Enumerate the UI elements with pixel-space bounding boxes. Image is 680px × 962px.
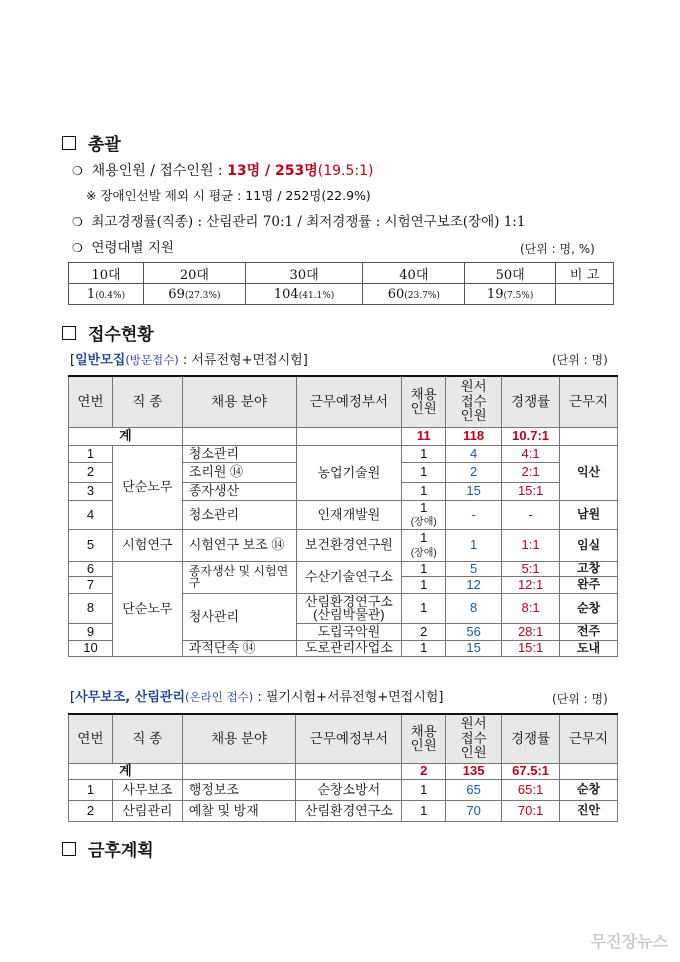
table-cell: 시험연구	[112, 529, 182, 561]
table-cell: 4	[69, 500, 113, 529]
table-cell: 5	[446, 561, 502, 576]
table-cell: 28:1	[502, 623, 560, 640]
section-reception-heading: 접수현황	[62, 320, 154, 345]
table-cell: 1	[402, 593, 446, 623]
table-cell: 2	[69, 800, 113, 821]
table-cell: 과적단속 ⑭	[182, 640, 296, 656]
table-cell: 3	[69, 482, 113, 500]
table-cell: 남원	[560, 500, 618, 529]
table-cell: 8	[446, 593, 502, 623]
table-cell: 보건환경연구원	[296, 529, 402, 561]
table-cell: 1 (장애)	[402, 500, 446, 529]
table-cell: 2	[69, 462, 113, 482]
table-row	[69, 529, 618, 561]
table-cell: 1	[402, 462, 446, 482]
table-cell: 12:1	[502, 576, 560, 593]
table-cell: 1:1	[502, 529, 560, 561]
age-table	[68, 262, 614, 305]
age-header-cell: 비 고	[556, 263, 614, 284]
table-cell: 계	[69, 427, 183, 445]
table-cell: 1	[402, 445, 446, 462]
table-cell: 행정보조	[182, 779, 296, 800]
watermark: 무진장뉴스	[590, 932, 668, 951]
table-cell: 진안	[560, 800, 618, 821]
table-cell: 15:1	[502, 482, 560, 500]
table-cell: 2	[402, 763, 446, 779]
col-hire: 채용인원	[402, 376, 446, 427]
table-cell: 1	[402, 482, 446, 500]
table-cell: 12	[446, 576, 502, 593]
table-cell: 135	[446, 763, 502, 779]
table-cell: 1	[402, 800, 446, 821]
table-cell: 시험연구 보조 ⑭	[182, 529, 296, 561]
table-cell: -	[446, 500, 502, 529]
age-value-cell: 60(23.7%)	[363, 284, 465, 305]
table-cell: 65:1	[502, 779, 560, 800]
checkbox-icon	[62, 136, 76, 150]
table-cell: 10.7:1	[502, 427, 560, 445]
table-cell: 농업기술원	[296, 445, 402, 500]
table-cell: 단순노무	[112, 445, 182, 529]
table-cell: 1 (장애)	[402, 529, 446, 561]
table-cell: 도로관리사업소	[296, 640, 402, 656]
table-cell: 65	[446, 779, 502, 800]
table-cell: 1	[69, 779, 113, 800]
col-job: 직 종	[112, 376, 182, 427]
table-cell: 11	[402, 427, 446, 445]
general-recruit-title: [일반모집(방문접수) : 서류전형+면접시험]	[70, 353, 308, 368]
table-cell	[560, 763, 618, 779]
checkbox-icon	[62, 842, 76, 856]
table-row	[69, 800, 618, 821]
table-cell: 15	[446, 482, 502, 500]
total-row	[69, 763, 618, 779]
col-apply: 원서접수인원	[446, 376, 502, 427]
col-no: 연번	[69, 376, 113, 427]
general-unit: (단위 : 명)	[552, 353, 608, 367]
age-value-cell: 1(0.4%)	[69, 284, 144, 305]
table-cell: 임실	[560, 529, 618, 561]
online-unit: (단위 : 명)	[552, 692, 608, 706]
table-cell: 고창	[560, 561, 618, 576]
table-cell: 채용 분야	[182, 714, 296, 763]
table-cell: 산림환경연구소	[296, 800, 402, 821]
table-cell: 순창	[560, 593, 618, 623]
table-cell: 1	[402, 640, 446, 656]
table-cell: 5	[69, 529, 113, 561]
summary-line-4: ❍ 연령대별 지원	[72, 240, 174, 256]
table-cell: 연번	[69, 714, 113, 763]
table-cell: -	[502, 500, 560, 529]
table-cell: 계	[69, 763, 183, 779]
summary-line-3: ❍ 최고경쟁률(직종) : 산림관리 70:1 / 최저경쟁률 : 시험연구보조(장애) 1:1	[72, 214, 526, 230]
table-cell	[296, 763, 402, 779]
table-cell: 15	[446, 640, 502, 656]
table-cell: 6	[69, 561, 113, 576]
checkbox-icon	[62, 326, 76, 340]
table-cell: 근무지	[560, 714, 618, 763]
table-cell: 118	[446, 427, 502, 445]
total-row	[69, 427, 618, 445]
table-cell: 익산	[560, 445, 618, 500]
table-cell: 예찰 및 방재	[182, 800, 296, 821]
table-cell: 56	[446, 623, 502, 640]
table-cell	[560, 427, 618, 445]
table-cell: 사무보조	[112, 779, 182, 800]
col-loc: 근무지	[560, 376, 618, 427]
table-cell: 2	[446, 462, 502, 482]
table-cell: 산림환경연구소 (산림박물관)	[296, 593, 402, 623]
table-cell: 전주	[560, 623, 618, 640]
table-cell: 청소관리	[182, 445, 296, 462]
table-cell: 4:1	[502, 445, 560, 462]
summary-line-2: ※ 장애인선발 제외 시 평균 : 11명 / 252명(22.9%)	[86, 188, 371, 203]
table-cell: 종자생산	[182, 482, 296, 500]
table-cell: 8	[69, 593, 113, 623]
online-recruit-title: [사무보조, 산림관리(온라인 접수) : 필기시험+서류전형+면접시험]	[70, 690, 444, 705]
age-header-cell: 10대	[69, 263, 144, 284]
table-cell: 원서접수인원	[446, 714, 502, 763]
table-cell: 단순노무	[112, 561, 182, 656]
table-cell: 경쟁률	[502, 714, 560, 763]
general-table	[68, 375, 618, 657]
table-cell: 2:1	[502, 462, 560, 482]
table-cell: 4	[446, 445, 502, 462]
table-row	[69, 779, 618, 800]
table-cell: 67.5:1	[502, 763, 560, 779]
age-unit: (단위 : 명, %)	[520, 242, 595, 256]
table-cell: 15:1	[502, 640, 560, 656]
table-cell: 채용인원	[402, 714, 446, 763]
table-cell: 8:1	[502, 593, 560, 623]
table-cell: 순창	[560, 779, 618, 800]
table-cell: 청사관리	[182, 593, 296, 640]
table-cell: 산림관리	[112, 800, 182, 821]
table-cell: 2	[402, 623, 446, 640]
age-header-cell: 20대	[143, 263, 245, 284]
age-value-cell: 19(7.5%)	[465, 284, 556, 305]
age-header-cell: 40대	[363, 263, 465, 284]
table-cell: 70:1	[502, 800, 560, 821]
section-summary-heading: 총괄	[62, 130, 121, 155]
table-cell: 1	[446, 529, 502, 561]
table-cell: 1	[69, 445, 113, 462]
section-plan-heading: 금후계획	[62, 836, 154, 861]
table-cell: 1	[402, 576, 446, 593]
age-value-cell: 104(41.1%)	[245, 284, 363, 305]
table-cell: 순창소방서	[296, 779, 402, 800]
table-cell	[182, 427, 296, 445]
table-cell: 인재개발원	[296, 500, 402, 529]
table-cell: 종자생산 및 시험연구	[182, 561, 296, 593]
table-cell: 완주	[560, 576, 618, 593]
col-ratio: 경쟁률	[502, 376, 560, 427]
table-cell: 5:1	[502, 561, 560, 576]
table-cell: 도내	[560, 640, 618, 656]
table-cell: 조리원 ⑭	[182, 462, 296, 482]
table-cell: 1	[402, 561, 446, 576]
table-cell: 청소관리	[182, 500, 296, 529]
col-dept: 근무예정부서	[296, 376, 402, 427]
table-cell: 1	[402, 779, 446, 800]
age-header-cell: 50대	[465, 263, 556, 284]
age-value-cell	[556, 284, 614, 305]
table-cell	[296, 427, 402, 445]
age-header-cell: 30대	[245, 263, 363, 284]
summary-line-1: ❍ 채용인원 / 접수인원 : 13명 / 253명(19.5:1)	[72, 163, 374, 179]
table-cell: 근무예정부서	[296, 714, 402, 763]
table-cell: 직 종	[112, 714, 182, 763]
online-table	[68, 713, 618, 822]
table-cell: 10	[69, 640, 113, 656]
table-row	[69, 561, 618, 576]
table-cell: 7	[69, 576, 113, 593]
table-cell	[182, 763, 296, 779]
table-cell: 70	[446, 800, 502, 821]
table-row	[69, 445, 618, 462]
table-cell: 도립국악원	[296, 623, 402, 640]
table-cell: 수산기술연구소	[296, 561, 402, 593]
age-value-cell: 69(27.3%)	[143, 284, 245, 305]
table-cell: 9	[69, 623, 113, 640]
col-field: 채용 분야	[182, 376, 296, 427]
